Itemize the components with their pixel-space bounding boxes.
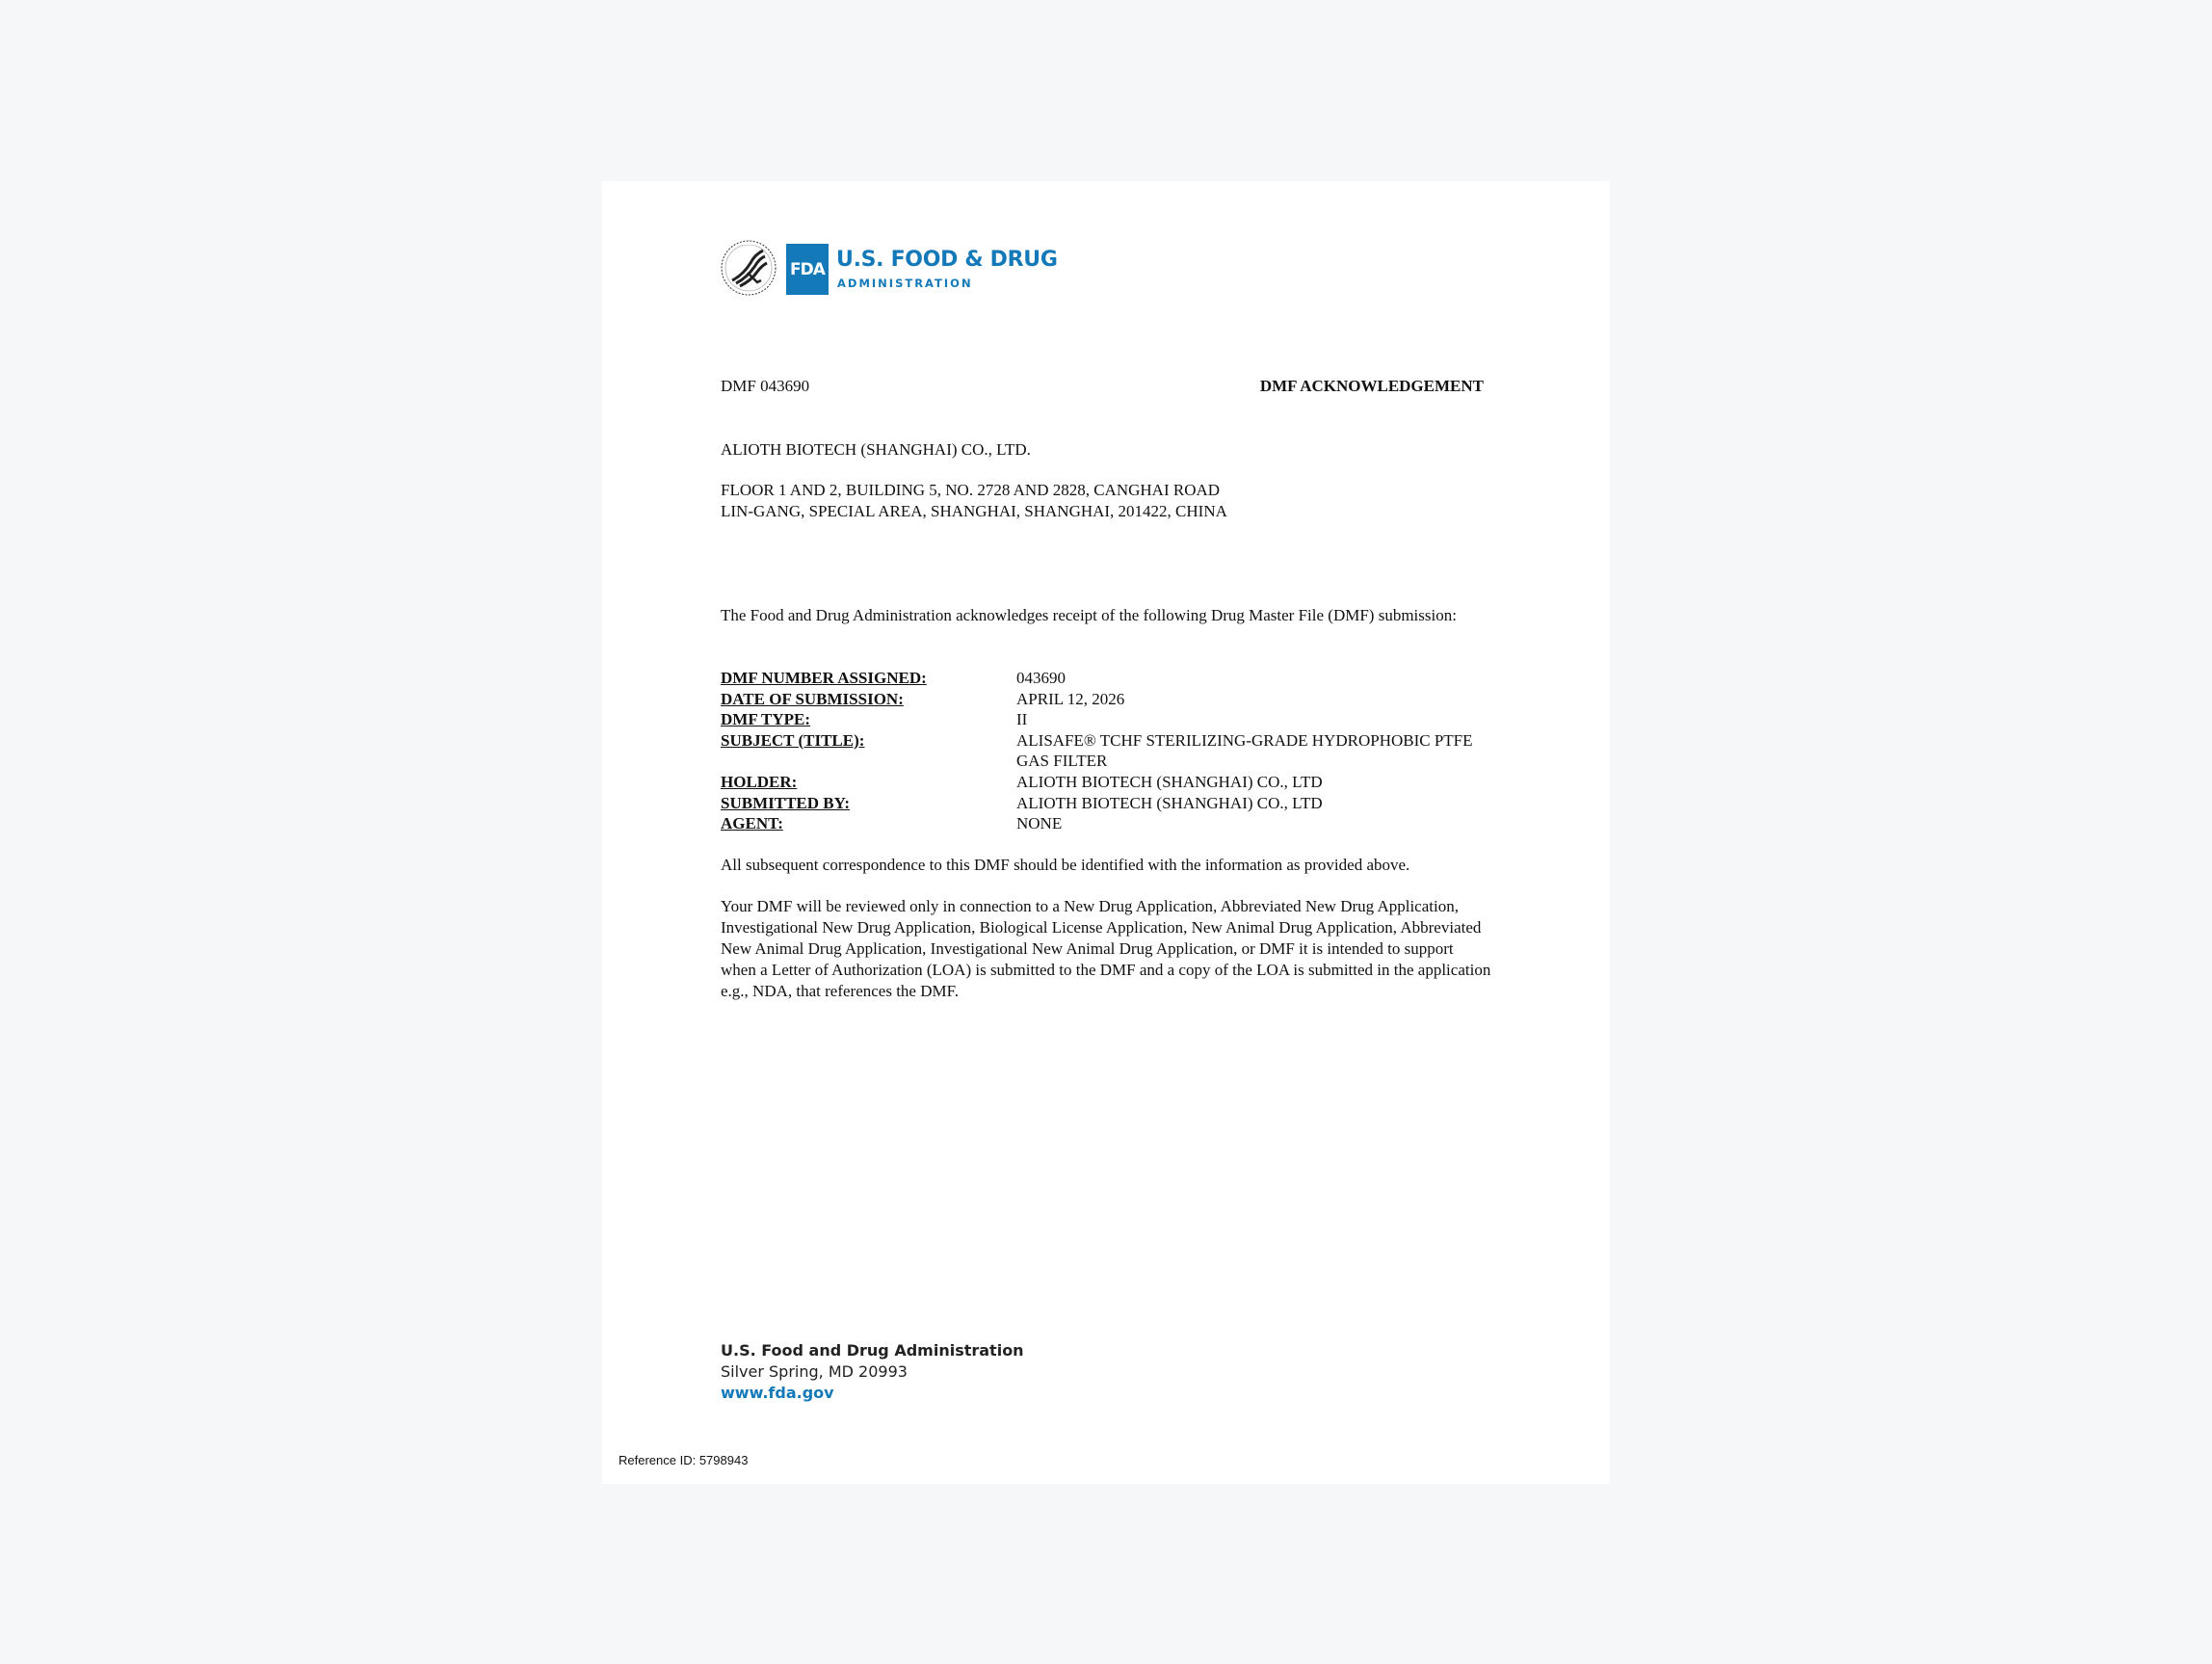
field-row xyxy=(721,730,1491,772)
field-label: SUBJECT (TITLE): xyxy=(721,730,865,750)
field-label: DMF TYPE: xyxy=(721,710,811,729)
fda-logo-badge: FDA xyxy=(786,244,829,295)
field-row xyxy=(721,813,1491,834)
field-value: 043690 xyxy=(1016,669,1066,687)
field-row xyxy=(721,689,1491,710)
field-label: DATE OF SUBMISSION: xyxy=(721,689,904,708)
field-label: AGENT: xyxy=(721,814,783,833)
reference-id: Reference ID: 5798943 xyxy=(619,1453,749,1467)
dmf-reference: DMF 043690 xyxy=(721,377,810,395)
footer-city: Silver Spring, MD 20993 xyxy=(721,1362,908,1381)
field-value: ALIOTH BIOTECH (SHANGHAI) CO., LTD xyxy=(1016,793,1323,812)
field-row xyxy=(721,709,1491,730)
hhs-eagle-seal-icon xyxy=(719,238,778,298)
field-row xyxy=(721,793,1491,814)
field-row xyxy=(721,772,1491,793)
field-row xyxy=(721,668,1491,689)
field-label: DMF NUMBER ASSIGNED: xyxy=(721,669,927,687)
correspondence-note: All subsequent correspondence to this DMF should be identified with the information as provided above. xyxy=(721,856,1410,874)
field-label: HOLDER: xyxy=(721,772,798,791)
addressee-address-line2: LIN-GANG, SPECIAL AREA, SHANGHAI, SHANGHAI, 201422, CHINA xyxy=(721,502,1227,520)
agency-subtitle: ADMINISTRATION xyxy=(837,277,973,290)
document-page xyxy=(602,181,1610,1484)
fda-letterhead xyxy=(719,236,1066,300)
field-value: ALISAFE® TCHF STERILIZING-GRADE HYDROPHOBIC PTFE GAS FILTER xyxy=(1016,730,1473,771)
addressee-name: ALIOTH BIOTECH (SHANGHAI) CO., LTD. xyxy=(721,440,1031,459)
review-note: Your DMF will be reviewed only in connection to a New Drug Application, Abbreviated New Drug Application, Investigational New Drug Application, Biological License Application, New Animal Drug Application, Abbreviated New Animal Drug Application, Investigational New Animal Drug Application, or DMF it is intended to support when a Letter of Authorization (LOA) is submitted to the DMF and a copy of the LOA is submitted in the application e.g., NDA, that references the DMF. xyxy=(721,897,1491,1000)
addressee-address-line1: FLOOR 1 AND 2, BUILDING 5, NO. 2728 AND 2828, CANGHAI ROAD xyxy=(721,481,1221,499)
agency-name: U.S. FOOD & DRUG xyxy=(836,248,1058,272)
field-value: II xyxy=(1016,710,1028,729)
footer-organization: U.S. Food and Drug Administration xyxy=(721,1341,1024,1360)
field-value: ALIOTH BIOTECH (SHANGHAI) CO., LTD xyxy=(1016,772,1323,791)
field-label: SUBMITTED BY: xyxy=(721,793,850,812)
submission-details xyxy=(721,668,1491,834)
footer-website-link[interactable]: www.fda.gov xyxy=(721,1384,834,1402)
field-value: NONE xyxy=(1016,814,1063,833)
intro-paragraph: The Food and Drug Administration acknowledges receipt of the following Drug Master File (DMF) submission: xyxy=(721,606,1457,624)
document-title: DMF ACKNOWLEDGEMENT xyxy=(1259,377,1484,395)
field-value: APRIL 12, 2026 xyxy=(1016,689,1125,708)
